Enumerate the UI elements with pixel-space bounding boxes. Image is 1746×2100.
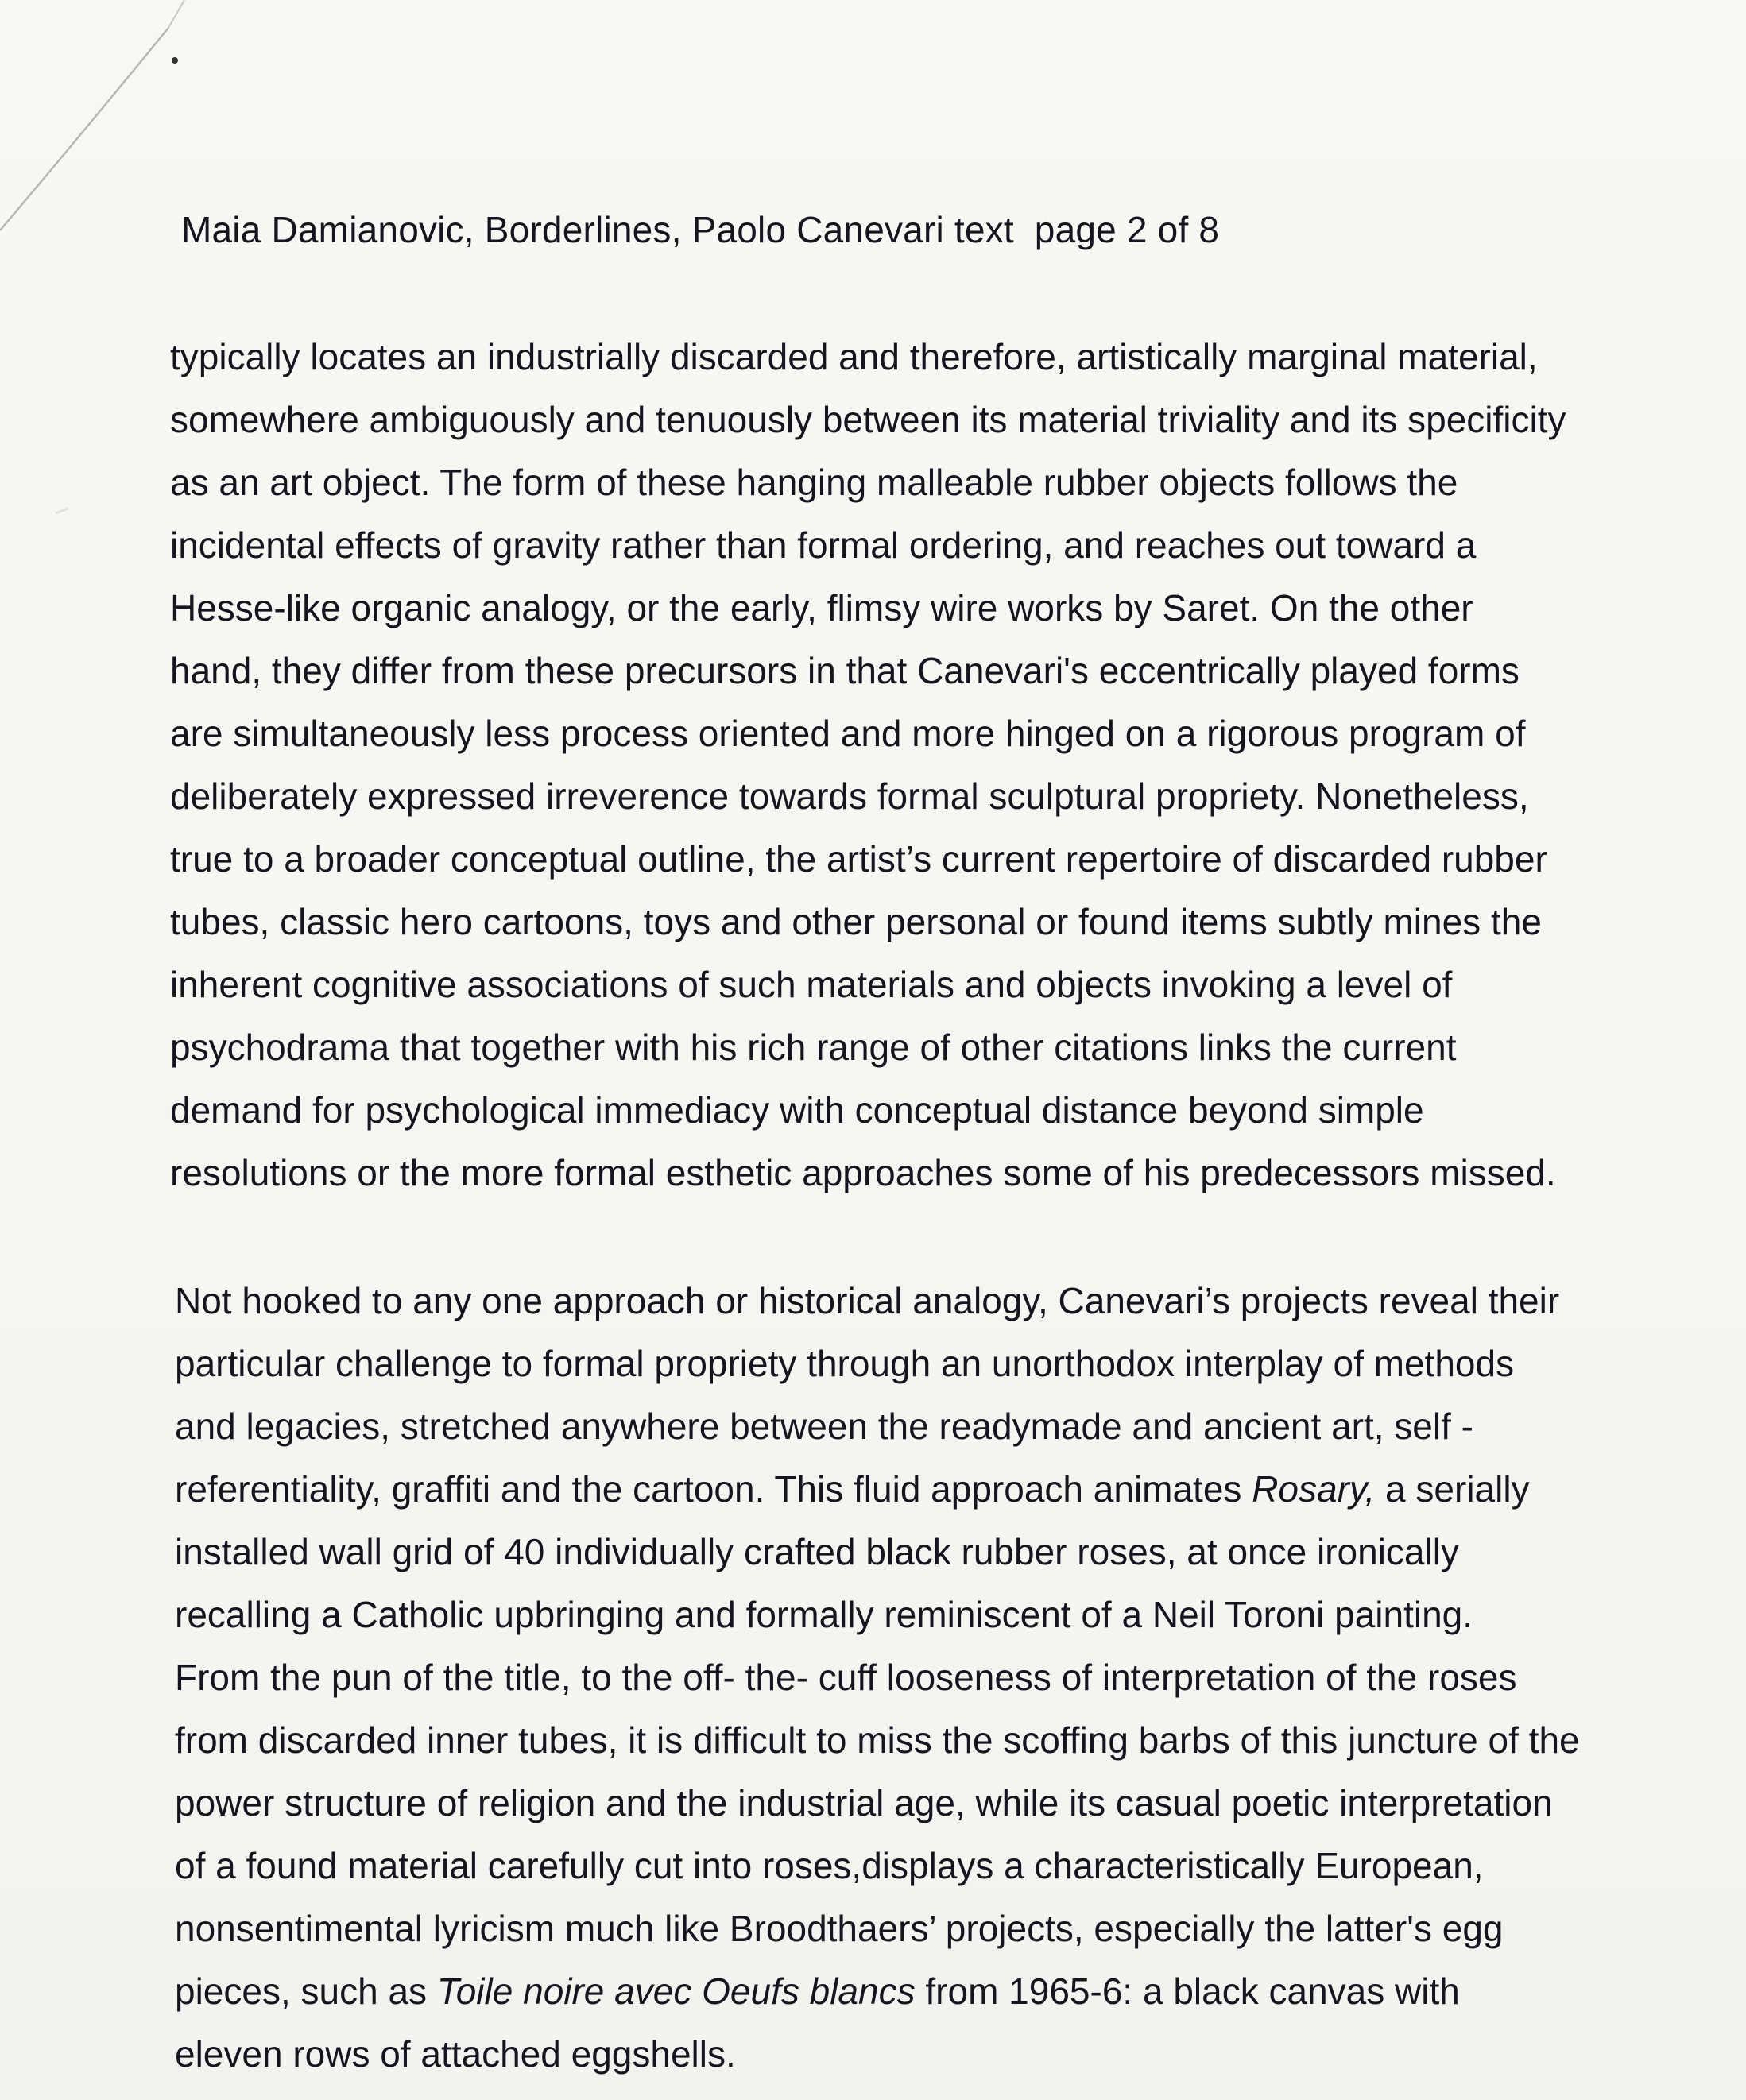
text-line: Not hooked to any one approach or historical analogy, Canevari’s projects reveal their bbox=[175, 1280, 1560, 1321]
text-line: true to a broader conceptual outline, the artist’s current repertoire of discarded rubber bbox=[170, 838, 1547, 880]
line-text-after: from 1965-6: a black canvas with bbox=[915, 1970, 1460, 2012]
line-text-before: pieces, such as bbox=[175, 1970, 437, 2012]
text-line: incidental effects of gravity rather than formal ordering, and reaches out toward a bbox=[170, 524, 1477, 566]
text-line-with-italic bbox=[175, 1458, 1732, 1521]
text-line: typically locates an industrially discarded and therefore, artistically marginal material, bbox=[170, 336, 1538, 377]
text-line: as an art object. The form of these hanging malleable rubber objects follows the bbox=[170, 462, 1458, 503]
text-line: particular challenge to formal propriety through an unorthodox interplay of methods bbox=[175, 1343, 1515, 1384]
artwork-title-toile-noire: Toile noire avec Oeufs blancs bbox=[436, 1970, 916, 2012]
text-line: recalling a Catholic upbringing and formally reminiscent of a Neil Toroni painting. bbox=[175, 1594, 1473, 1635]
text-line: tubes, classic hero cartoons, toys and other personal or found items subtly mines the bbox=[170, 901, 1542, 942]
text-line: from discarded inner tubes, it is difficult to miss the scoffing barbs of this juncture of the bbox=[175, 1719, 1580, 1761]
text-line: psychodrama that together with his rich range of other citations links the current bbox=[170, 1027, 1457, 1068]
paragraph-2 bbox=[175, 1270, 1732, 2086]
text-line: demand for psychological immediacy with conceptual distance beyond simple bbox=[170, 1089, 1424, 1131]
paragraph-1 bbox=[170, 326, 1728, 1205]
text-line: power structure of religion and the industrial age, while its casual poetic interpretation bbox=[175, 1782, 1553, 1823]
text-line: inherent cognitive associations of such materials and objects invoking a level of bbox=[170, 964, 1453, 1005]
text-line: From the pun of the title, to the off- the- cuff looseness of interpretation of the roses bbox=[175, 1657, 1517, 1698]
text-line-with-italic bbox=[175, 1960, 1732, 2023]
text-line: Hesse-like organic analogy, or the early, flimsy wire works by Saret. On the other bbox=[170, 587, 1473, 628]
text-line: of a found material carefully cut into roses,displays a characteristically European, bbox=[175, 1845, 1484, 1886]
artwork-title-rosary: Rosary, bbox=[1252, 1468, 1376, 1510]
text-line: somewhere ambiguously and tenuously between its material triviality and its specificity bbox=[170, 399, 1566, 440]
text-line: installed wall grid of 40 individually crafted black rubber roses, at once ironically bbox=[175, 1531, 1459, 1572]
page-header: Maia Damianovic, Borderlines, Paolo Canevari text page 2 of 8 bbox=[181, 209, 1220, 250]
line-text-before: referentiality, graffiti and the cartoon. This fluid approach animates bbox=[175, 1468, 1252, 1510]
text-line: hand, they differ from these precursors in that Canevari's eccentrically played forms bbox=[170, 650, 1520, 691]
text-line: are simultaneously less process oriented and more hinged on a rigorous program of bbox=[170, 713, 1526, 754]
text-line: deliberately expressed irreverence towards formal sculptural propriety. Nonetheless, bbox=[170, 775, 1529, 817]
text-line: and legacies, stretched anywhere between the readymade and ancient art, self - bbox=[175, 1406, 1473, 1447]
text-line: resolutions or the more formal esthetic approaches some of his predecessors missed. bbox=[170, 1152, 1556, 1193]
text-line: eleven rows of attached eggshells. bbox=[175, 2033, 736, 2075]
line-text-after: a serially bbox=[1375, 1468, 1530, 1510]
text-line: nonsentimental lyricism much like Broodthaers’ projects, especially the latter's egg bbox=[175, 1908, 1504, 1949]
